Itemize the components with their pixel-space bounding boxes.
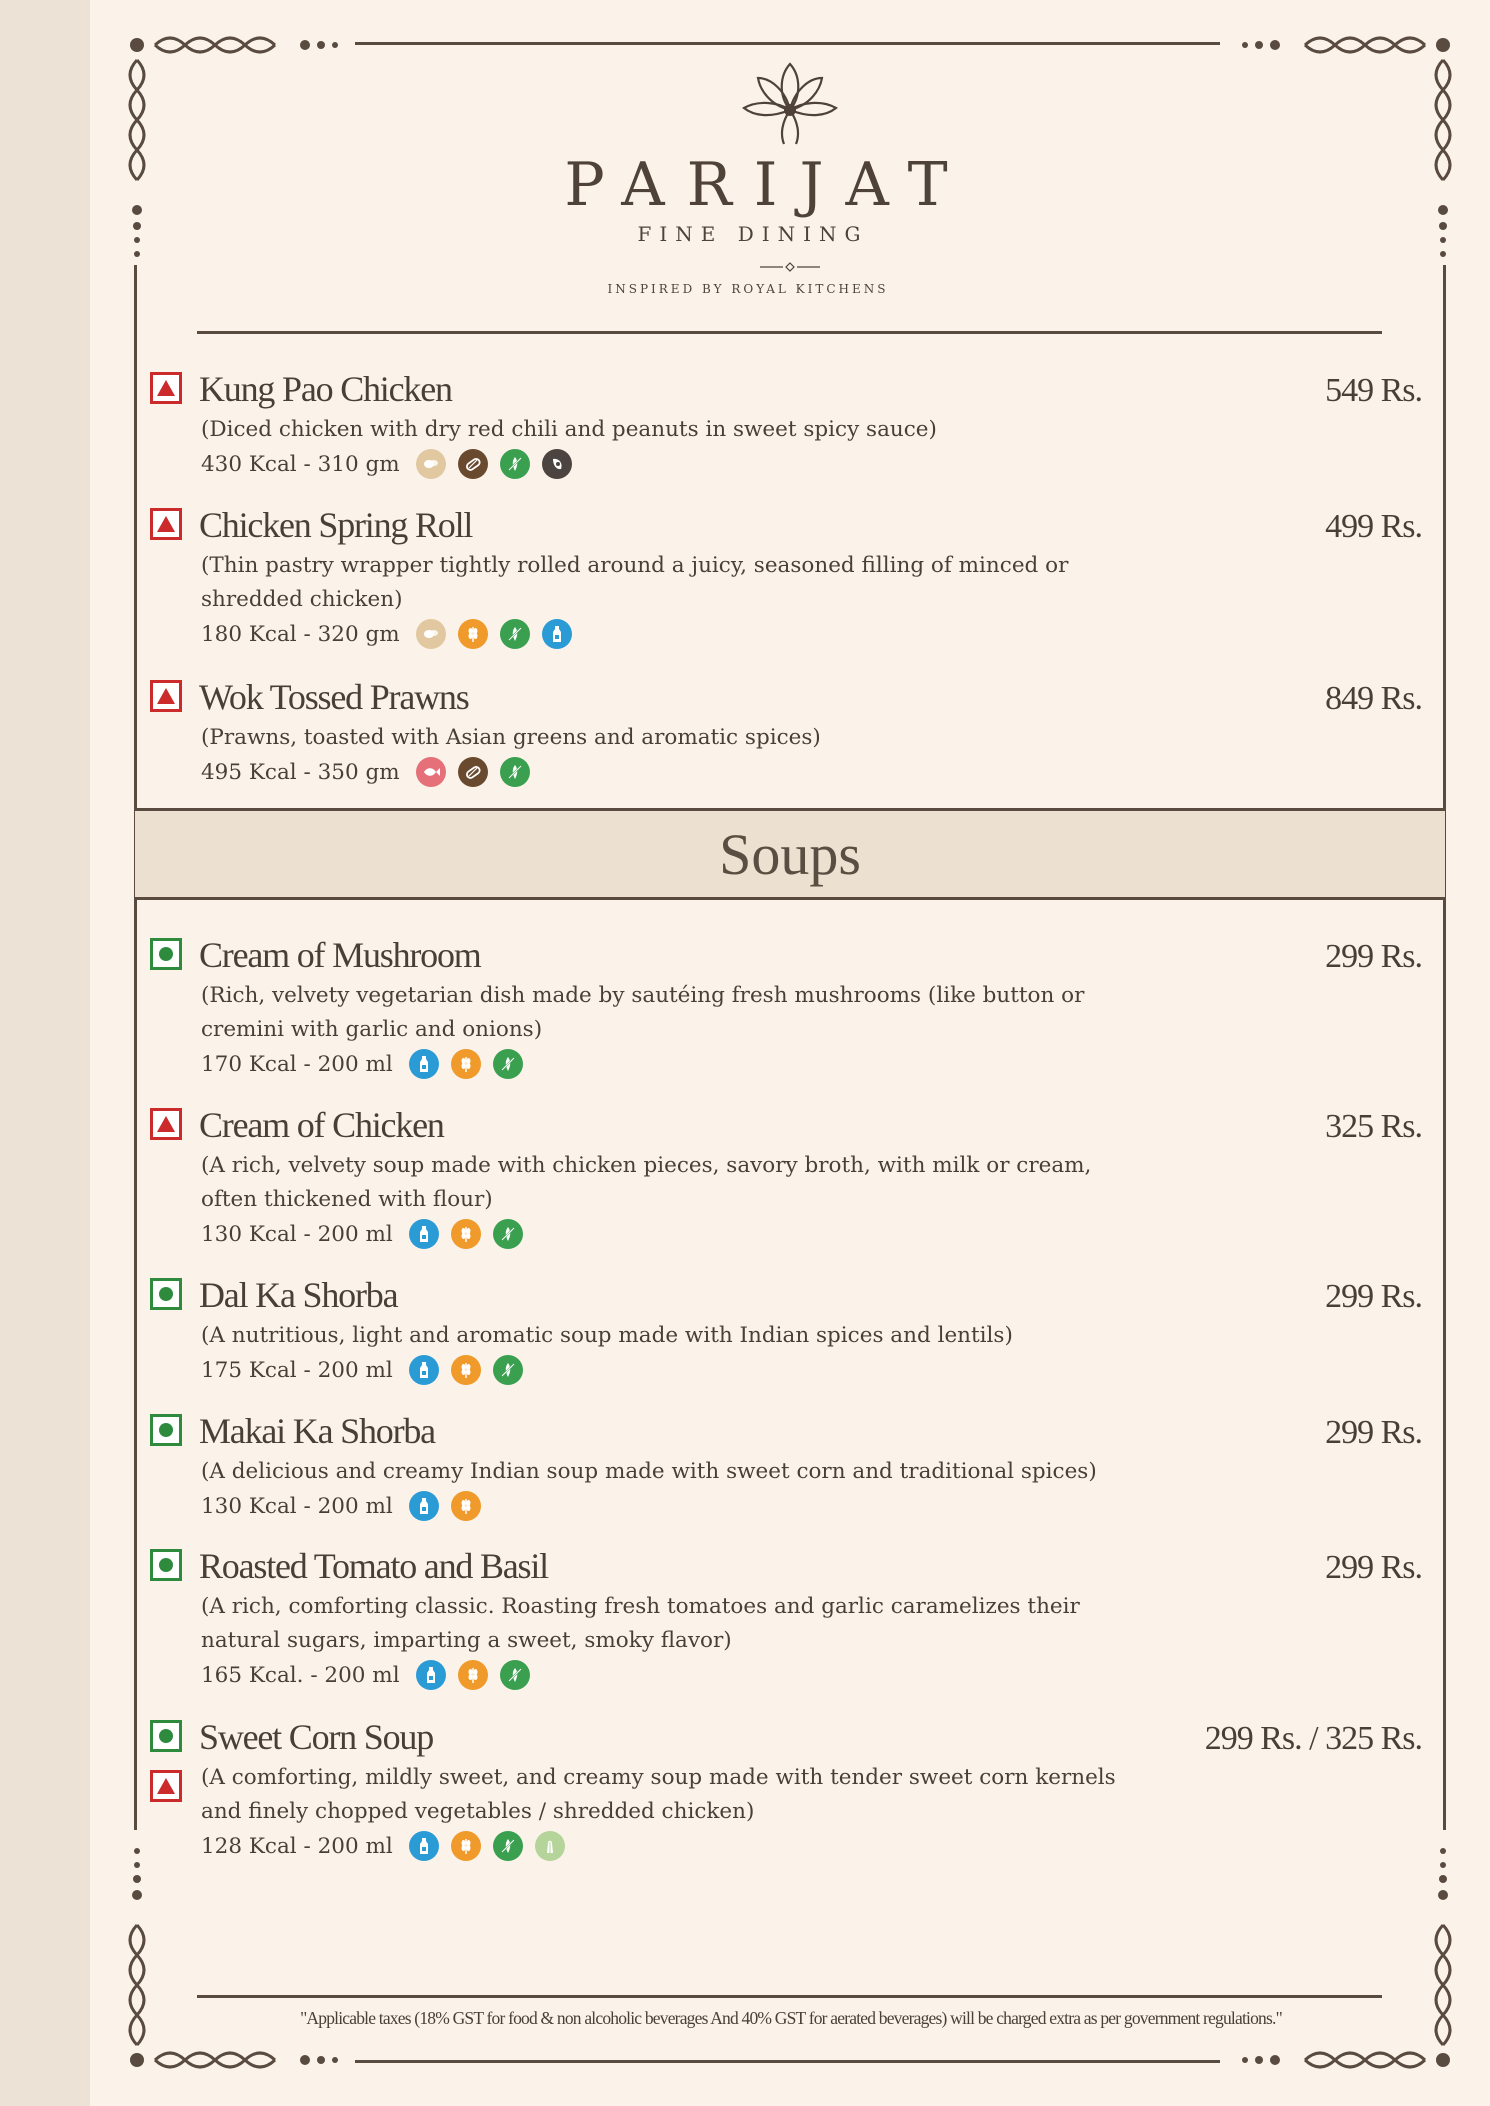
item-description: (A comforting, mildly sweet, and creamy soup made with tender sweet corn kernels and finely chopped vegetables / shredded chicken) (201, 1765, 1116, 1824)
tax-footnote: "Applicable taxes (18% GST for food & non alcoholic beverages And 40% GST for aerated beverages) will be charged extra as per government regulations." (300, 2008, 1282, 2028)
frame-top-line (355, 42, 1220, 45)
wheat-icon (451, 1831, 481, 1861)
gluten-free-icon (500, 619, 530, 649)
item-price: 549 Rs. (1325, 372, 1422, 409)
menu-item (150, 1275, 1430, 1393)
item-nutrition: 130 Kcal - 200 ml (201, 1221, 393, 1247)
menu-item (150, 1105, 1430, 1258)
brand-subtitle: FINE DINING (637, 222, 869, 246)
menu-item (150, 935, 1430, 1088)
seafood-icon (416, 757, 446, 787)
item-meta (201, 1217, 535, 1251)
gluten-free-icon (493, 1831, 523, 1861)
item-nutrition: 495 Kcal - 350 gm (201, 759, 400, 785)
item-description: (Prawns, toasted with Asian greens and aromatic spices) (201, 725, 821, 750)
dairy-icon (409, 1491, 439, 1521)
section-header-soups (135, 808, 1445, 900)
nuts-icon (416, 449, 446, 479)
item-name: Cream of Chicken (199, 1105, 444, 1145)
dairy-icon (542, 619, 572, 649)
brand-tagline: INSPIRED BY ROYAL KITCHENS (607, 282, 889, 296)
gluten-free-icon (493, 1049, 523, 1079)
footer-rule (197, 1995, 1382, 1998)
item-price: 299 Rs. (1325, 1278, 1422, 1315)
item-description: (Rich, velvety vegetarian dish made by sautéing fresh mushrooms (like button or cremini with garlic and onions) (201, 983, 1085, 1042)
non-veg-mark-icon (150, 1770, 182, 1802)
page-margin-strip (0, 0, 90, 2106)
item-nutrition: 180 Kcal - 320 gm (201, 621, 400, 647)
wheat-icon (451, 1049, 481, 1079)
item-name: Roasted Tomato and Basil (199, 1546, 548, 1586)
item-nutrition: 430 Kcal - 310 gm (201, 451, 400, 477)
item-name: Cream of Mushroom (199, 935, 481, 975)
item-description: (Thin pastry wrapper tightly rolled around a juicy, seasoned filling of minced or shredded chicken) (201, 553, 1069, 612)
item-meta (201, 1829, 577, 1863)
dairy-icon (409, 1831, 439, 1861)
wheat-icon (451, 1491, 481, 1521)
gluten-free-icon (493, 1355, 523, 1385)
item-meta (201, 755, 542, 789)
item-price: 499 Rs. (1325, 508, 1422, 545)
item-price: 299 Rs. / 325 Rs. (1204, 1720, 1422, 1757)
item-description: (A delicious and creamy Indian soup made with sweet corn and traditional spices) (201, 1459, 1097, 1484)
section-title: Soups (719, 822, 861, 887)
dairy-icon (409, 1219, 439, 1249)
wheat-icon (458, 619, 488, 649)
non-veg-mark-icon (150, 508, 182, 540)
item-name: Sweet Corn Soup (199, 1717, 434, 1757)
non-veg-mark-icon (150, 372, 182, 404)
item-price: 299 Rs. (1325, 1414, 1422, 1451)
item-meta (201, 1047, 535, 1081)
item-price: 299 Rs. (1325, 1549, 1422, 1586)
header-rule (197, 331, 1382, 334)
veg-mark-icon (150, 1278, 182, 1310)
item-name: Kung Pao Chicken (199, 369, 452, 409)
header-divider-ornament (760, 262, 820, 272)
frame-bottom-line (355, 2060, 1220, 2063)
item-price: 849 Rs. (1325, 680, 1422, 717)
nuts-icon (416, 619, 446, 649)
item-price: 325 Rs. (1325, 1108, 1422, 1145)
menu-item (150, 505, 1430, 658)
item-name: Makai Ka Shorba (199, 1411, 435, 1451)
item-nutrition: 128 Kcal - 200 ml (201, 1833, 393, 1859)
menu-item (150, 1411, 1430, 1529)
item-description: (A rich, comforting classic. Roasting fresh tomatoes and garlic caramelizes their natural sugars, imparting a sweet, smoky flavor) (201, 1594, 1080, 1653)
gluten-free-icon (493, 1219, 523, 1249)
gluten-free-icon (500, 1660, 530, 1690)
menu-item (150, 1546, 1430, 1699)
item-nutrition: 165 Kcal. - 200 ml (201, 1662, 400, 1688)
frame-right-line (1443, 265, 1446, 1830)
veg-mark-icon (150, 1549, 182, 1581)
menu-item (150, 1717, 1430, 1870)
item-description: (A nutritious, light and aromatic soup made with Indian spices and lentils) (201, 1323, 1013, 1348)
item-description: (Diced chicken with dry red chili and peanuts in sweet spicy sauce) (201, 417, 937, 442)
item-price: 299 Rs. (1325, 938, 1422, 975)
shellfish-icon (458, 449, 488, 479)
dairy-icon (409, 1049, 439, 1079)
sesame-icon (542, 449, 572, 479)
item-meta (201, 1489, 493, 1523)
menu-item (150, 677, 1430, 795)
wheat-icon (451, 1355, 481, 1385)
celery-icon (535, 1831, 565, 1861)
item-meta (201, 1353, 535, 1387)
item-nutrition: 130 Kcal - 200 ml (201, 1493, 393, 1519)
wheat-icon (458, 1660, 488, 1690)
item-meta (201, 1658, 542, 1692)
brand-name: PARIJAT (564, 150, 970, 220)
item-nutrition: 170 Kcal - 200 ml (201, 1051, 393, 1077)
item-name: Chicken Spring Roll (199, 505, 473, 545)
veg-mark-icon (150, 938, 182, 970)
gluten-free-icon (500, 757, 530, 787)
lotus-logo-icon (740, 60, 840, 150)
item-name: Dal Ka Shorba (199, 1275, 398, 1315)
wheat-icon (451, 1219, 481, 1249)
gluten-free-icon (500, 449, 530, 479)
shellfish-icon (458, 757, 488, 787)
item-meta (201, 617, 584, 651)
item-meta (201, 447, 584, 481)
dairy-icon (416, 1660, 446, 1690)
menu-item (150, 369, 1430, 487)
dairy-icon (409, 1355, 439, 1385)
veg-mark-icon (150, 1414, 182, 1446)
veg-mark-icon (150, 1720, 182, 1752)
item-nutrition: 175 Kcal - 200 ml (201, 1357, 393, 1383)
item-description: (A rich, velvety soup made with chicken pieces, savory broth, with milk or cream, often thickened with flour) (201, 1153, 1092, 1212)
frame-left-line (134, 265, 137, 1830)
item-name: Wok Tossed Prawns (199, 677, 469, 717)
non-veg-mark-icon (150, 680, 182, 712)
non-veg-mark-icon (150, 1108, 182, 1140)
